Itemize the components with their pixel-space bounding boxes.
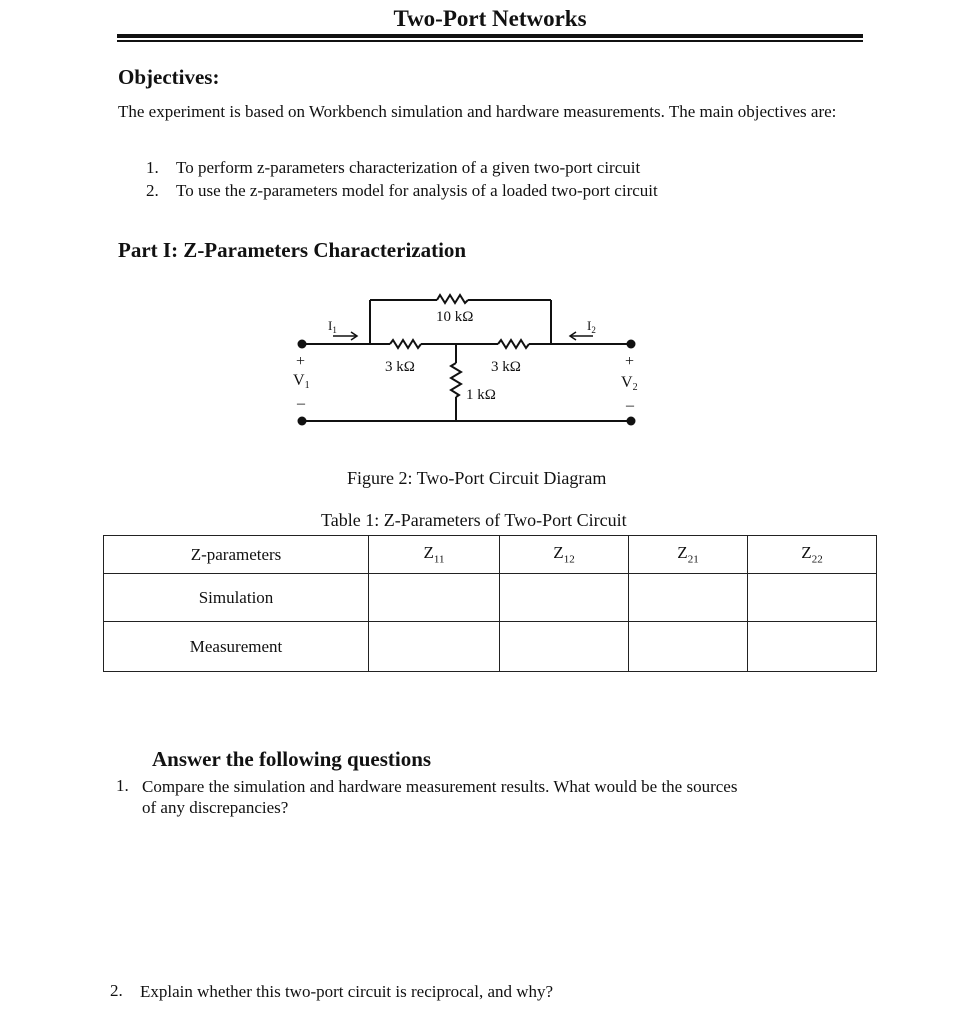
table-cell — [500, 574, 629, 622]
label-i2: $I_2$ — [587, 318, 596, 335]
question-text: Explain whether this two-port circuit is reciprocal, and why? — [140, 982, 554, 1001]
question-number: 2. — [110, 981, 123, 1000]
header-z21: $Z_{21}$ — [629, 536, 748, 574]
table-cell — [748, 622, 877, 672]
table-row — [104, 622, 877, 672]
label-r-shunt: 1 kΩ — [466, 387, 496, 403]
label-v1-minus: – — [297, 395, 305, 412]
objectives-intro: The experiment is based on Workbench simulation and hardware measurements. The main objectives are: — [118, 102, 837, 121]
z-parameters-table — [103, 535, 877, 672]
table-caption: Table 1: Z-Parameters of Two-Port Circuit — [321, 510, 627, 530]
terminal-dot — [298, 340, 307, 349]
header-label: Z-parameters — [104, 536, 369, 574]
header-z11: $Z_{11}$ — [369, 536, 500, 574]
table-header-row — [104, 536, 877, 574]
terminal-dot — [298, 417, 307, 426]
objective-number: 1. — [146, 158, 159, 177]
objective-text: To use the z-parameters model for analysis of a loaded two-port circuit — [176, 181, 658, 200]
label-v2: V2 — [621, 374, 638, 393]
row-label: Simulation — [104, 574, 369, 622]
resistor-shunt-1k — [451, 363, 461, 397]
table-cell — [748, 574, 877, 622]
label-v2-minus: – — [626, 397, 634, 414]
question-text-continued: of any discrepancies? — [142, 798, 289, 817]
header-z12: $Z_{12}$ — [500, 536, 629, 574]
part1-heading: Part I: Z-Parameters Characterization — [118, 238, 467, 262]
label-v1: V1 — [293, 372, 310, 391]
table-cell — [629, 574, 748, 622]
questions-heading: Answer the following questions — [152, 747, 432, 771]
objective-number: 2. — [146, 181, 159, 200]
objective-text: To perform z-parameters characterization of a given two-port circuit — [176, 158, 641, 177]
table-cell — [500, 622, 629, 672]
label-r-right: 3 kΩ — [491, 359, 521, 375]
table-row — [104, 574, 877, 622]
label-v1-plus: + — [296, 353, 306, 370]
table-cell — [369, 574, 500, 622]
page-title: Two-Port Networks — [393, 6, 587, 31]
row-label: Measurement — [104, 622, 369, 672]
label-r-left: 3 kΩ — [385, 359, 415, 375]
table-cell — [629, 622, 748, 672]
resistor-right-3k — [498, 340, 529, 348]
label-r-top: 10 kΩ — [436, 309, 474, 325]
terminal-dot — [627, 417, 636, 426]
circuit-diagram — [0, 0, 955, 470]
resistor-top-10k — [437, 295, 468, 303]
resistor-left-3k — [390, 340, 421, 348]
label-v2-plus: + — [625, 353, 635, 370]
table-cell — [369, 622, 500, 672]
objectives-heading: Objectives: — [118, 65, 220, 89]
question-number: 1. — [116, 776, 129, 795]
question-text: Compare the simulation and hardware measurement results. What would be the sources — [142, 777, 738, 796]
label-i1: $I_1$ — [328, 318, 337, 335]
figure-caption: Figure 2: Two-Port Circuit Diagram — [347, 468, 607, 488]
header-z22: $Z_{22}$ — [748, 536, 877, 574]
terminal-dot — [627, 340, 636, 349]
